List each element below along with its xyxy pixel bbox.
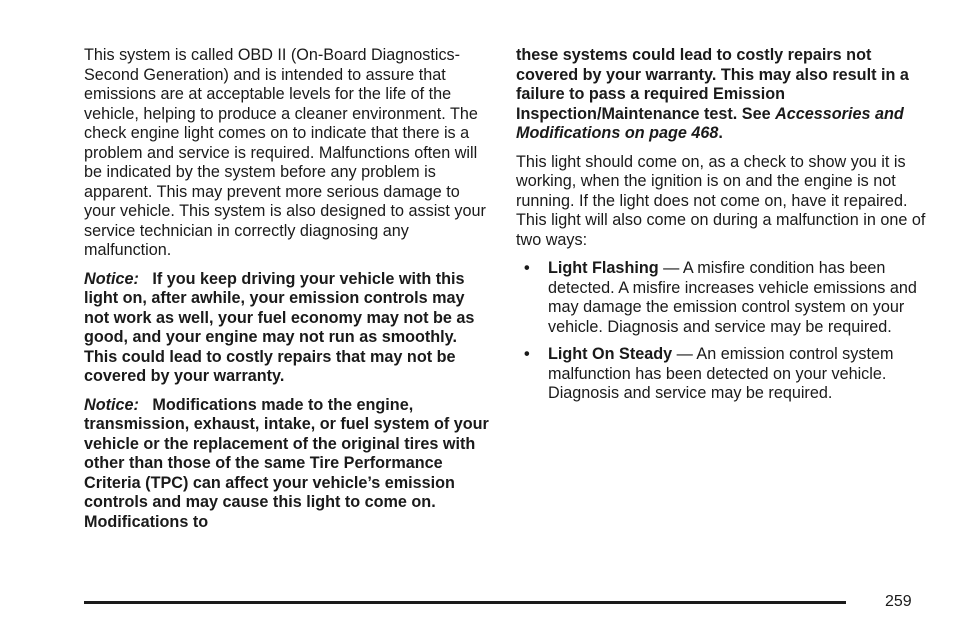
list-item	[516, 259, 926, 337]
notice-end: .	[718, 124, 723, 142]
notice-label: Notice:	[84, 269, 139, 288]
bullet-list	[516, 259, 926, 404]
bullet-icon: •	[524, 259, 530, 277]
bullet-text: — A misfire condition has been detected. A misfire increases vehicle emissions and may damage the emission control system on your vehicle. Diagnosis and service may be required.	[548, 259, 917, 336]
notice-continued-text: these systems could lead to costly repairs not covered by your warranty. This may also result in a failure to pass a required Emission Inspection/Maintenance test. See	[516, 46, 909, 123]
cross-reference-link[interactable]: Accessories and Modifications on page 468	[516, 104, 904, 142]
check-paragraph: This light should come on, as a check to show you it is working, when the ignition is on and the engine is not running. If the light does not come on, have it repaired. This light will also come on during a malfunction in one of two ways:	[516, 152, 926, 249]
notice-text: Modifications made to the engine, transmission, exhaust, intake, or fuel system of your vehicle or the replacement of the original tires with other than those of the same Tire Performance Criteria (TPC) can affect your vehicle’s emission controls and may cause this light to come on. Modifications to	[84, 395, 489, 531]
bullet-icon: •	[524, 345, 530, 363]
notice-paragraph-2	[84, 396, 494, 533]
notice-text: If you keep driving your vehicle with this light on, after awhile, your emission controls may not work as well, your fuel economy may not be as good, and your engine may not run as smoothly. This could lead to costly repairs that may not be covered by your warranty.	[84, 269, 475, 385]
bullet-term: Light On Steady	[548, 345, 673, 363]
intro-paragraph: This system is called OBD II (On-Board Diagnostics-Second Generation) and is intended to assure that emissions are at acceptable levels for the life of the vehicle, helping to produce a cleaner environment. The check engine light comes on to indicate that there is a problem and service is required. Malfunctions often will be indicated by the system before any problem is apparent. This may prevent more serious damage to your vehicle. This system is also designed to assist your service technician in correctly diagnosing any malfunction.	[84, 46, 486, 259]
bullet-text: — An emission control system malfunction has been detected on your vehicle. Diagnosis and service may be required.	[548, 345, 894, 402]
page-number: 259	[885, 593, 912, 610]
bullet-term: Light Flashing	[548, 259, 659, 277]
list-item	[516, 345, 926, 404]
notice-label: Notice:	[84, 395, 139, 414]
right-column	[516, 46, 926, 412]
notice-continued-paragraph	[516, 46, 926, 144]
left-column	[84, 46, 494, 541]
footer-rule	[84, 601, 846, 604]
notice-paragraph-1	[84, 270, 494, 387]
